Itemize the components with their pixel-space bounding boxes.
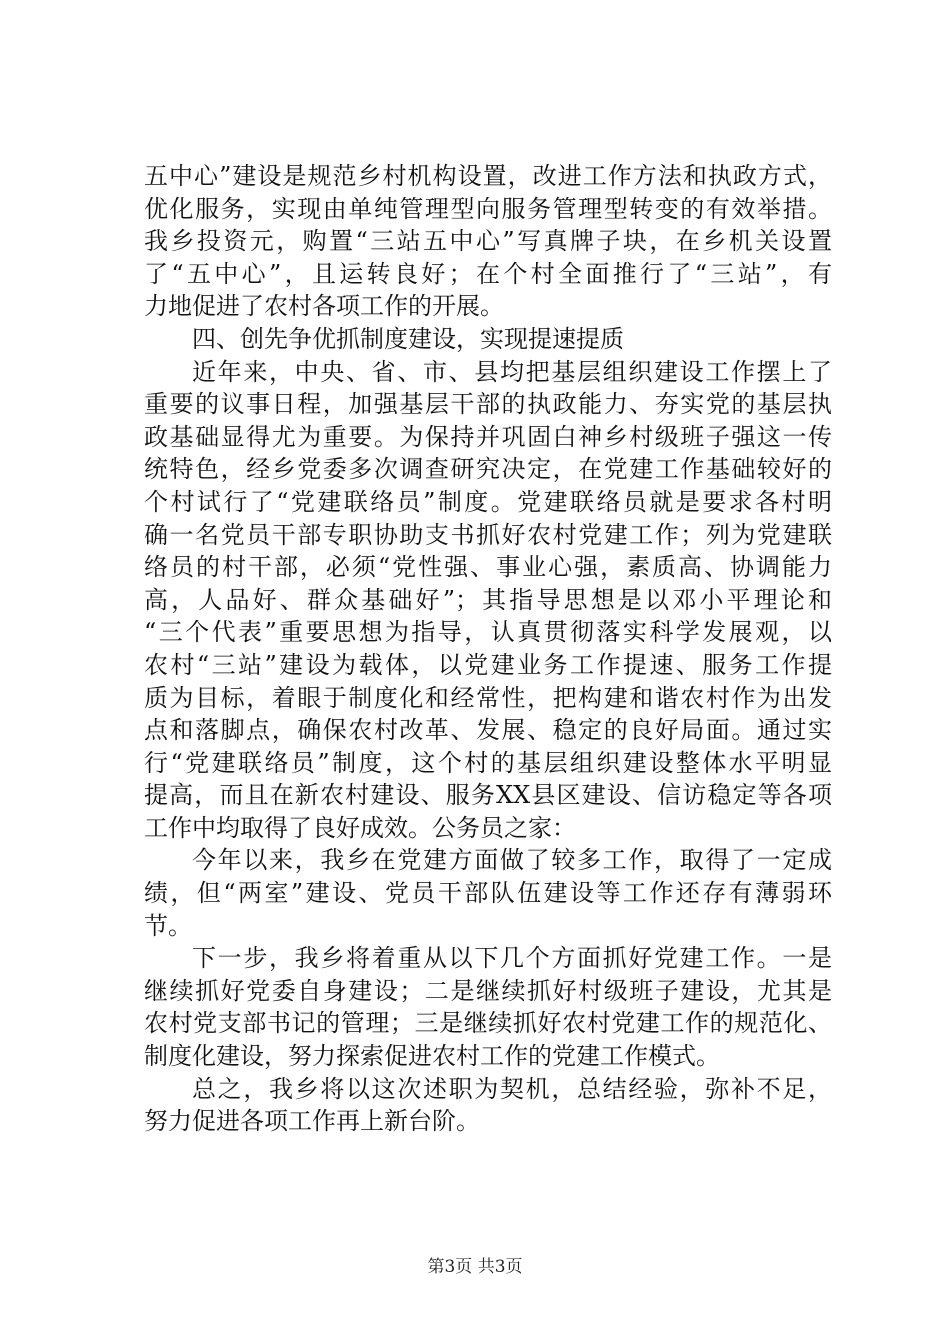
text-line: 下一步，我乡将着重从以下几个方面抓好党建工作。一是 xyxy=(192,944,832,973)
text-line: 近年来，中央、省、市、县均把基层组织建设工作摆上了 xyxy=(192,357,832,386)
text-line: 节。 xyxy=(144,911,192,940)
text-line: 绩，但“两室”建设、党员干部队伍建设等工作还存有薄弱环 xyxy=(144,879,832,908)
document-body xyxy=(144,160,832,1138)
text-line: 政基础显得尤为重要。为保持并巩固白神乡村级班子强这一传 xyxy=(144,422,832,451)
text-line: 提高，而且在新农村建设、服务XX县区建设、信访稳定等各项 xyxy=(144,781,832,810)
text-line: 继续抓好党委自身建设；二是继续抓好村级班子建设，尤其是 xyxy=(144,976,832,1005)
text-line: 了“五中心”，且运转良好；在个村全面推行了“三站”，有 xyxy=(144,259,832,288)
text-line: 高，人品好、群众基础好”；其指导思想是以邓小平理论和 xyxy=(144,585,832,614)
text-line: 努力促进各项工作再上新台阶。 xyxy=(144,1107,480,1136)
text-line: 五中心”建设是规范乡村机构设置，改进工作方法和执政方式， xyxy=(144,162,832,190)
text-line: 今年以来，我乡在党建方面做了较多工作，取得了一定成 xyxy=(192,846,832,875)
text-line: 统特色，经乡党委多次调查研究决定，在党建工作基础较好的 xyxy=(144,455,832,484)
text-line: “三个代表”重要思想为指导，认真贯彻落实科学发展观，以 xyxy=(144,618,832,647)
text-line: 确一名党员干部专职协助支书抓好农村党建工作；列为党建联 xyxy=(144,520,832,549)
text-line: 农村党支部书记的管理；三是继续抓好农村党建工作的规范化、 xyxy=(144,1009,832,1038)
text-line: 工作中均取得了良好成效。公务员之家： xyxy=(144,813,576,842)
text-line: 点和落脚点，确保农村改革、发展、稳定的良好局面。通过实 xyxy=(144,716,832,745)
text-line: 重要的议事日程，加强基层干部的执政能力、夯实党的基层执 xyxy=(144,390,832,419)
page-number-footer: 第3页 共3页 xyxy=(427,1257,523,1277)
text-line: 总之，我乡将以这次述职为契机，总结经验，弥补不足， xyxy=(192,1074,832,1103)
text-line: 优化服务，实现由单纯管理型向服务管理型转变的有效举措。 xyxy=(144,194,832,223)
text-line: 制度化建设，努力探索促进农村工作的党建工作模式。 xyxy=(144,1042,720,1071)
text-line: 农村“三站”建设为载体，以党建业务工作提速、服务工作提 xyxy=(144,650,832,679)
text-line: 我乡投资元，购置“三站五中心”写真牌子块，在乡机关设置 xyxy=(144,227,832,256)
text-line: 质为目标，着眼于制度化和经常性，把构建和谐农村作为出发 xyxy=(144,683,832,712)
text-line: 行“党建联络员”制度，这个村的基层组织建设整体水平明显 xyxy=(144,748,832,777)
text-line: 力地促进了农村各项工作的开展。 xyxy=(144,292,504,321)
text-line: 个村试行了“党建联络员”制度。党建联络员就是要求各村明 xyxy=(144,487,832,516)
section-heading: 四、创先争优抓制度建设，实现提速提质 xyxy=(192,324,624,353)
text-line: 络员的村干部，必须“党性强、事业心强，素质高、协调能力 xyxy=(144,553,832,582)
